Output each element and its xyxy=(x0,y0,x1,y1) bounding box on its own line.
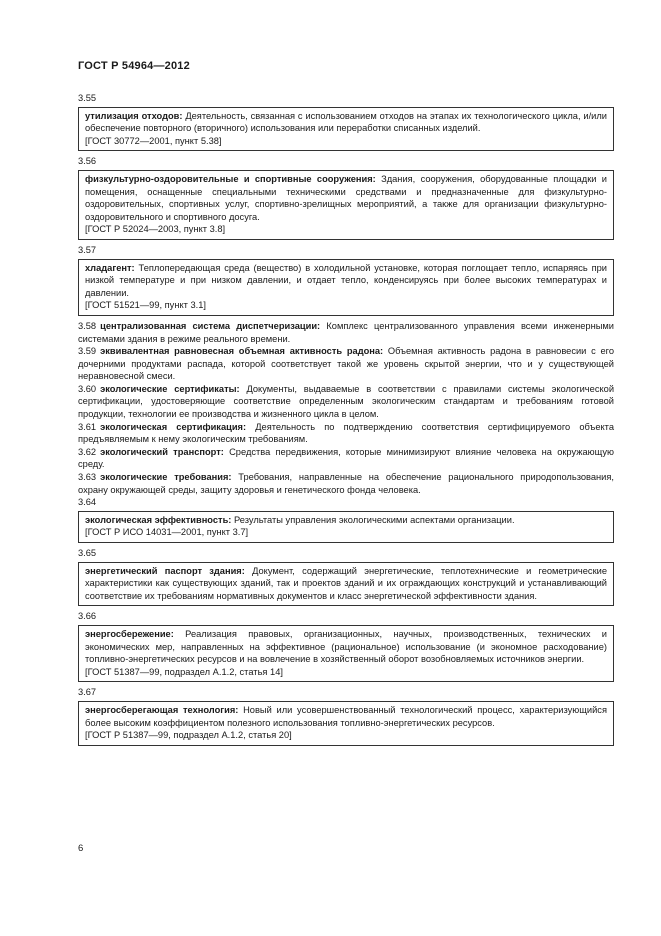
term-box-3-64 xyxy=(78,511,614,543)
term-definition: Деятельность по подтверждению соответствия сертифицируемого объекта предъявляемым к нему экологическим требованиям. xyxy=(78,421,614,445)
entry-number: 3.61 xyxy=(78,421,97,432)
entry-number: 3.59 xyxy=(78,346,97,357)
term-box-3-55 xyxy=(78,107,614,152)
term-name: энергосберегающая технология: xyxy=(85,704,239,715)
term-name: экологическая сертификация: xyxy=(100,421,247,432)
term-name: централизованная система диспетчеризации: xyxy=(100,320,321,331)
entry-number: 3.56 xyxy=(78,156,97,167)
term-reference: [ГОСТ Р 52024—2003, пункт 3.8] xyxy=(85,224,226,235)
term-definition: Реализация правовых, организационных, научных, производственных, технических и экономических мер, направленных на эффективное (рациональное) использование (и экономное расходование) топливно-энергетических ресурсов и на вовлечение в хозяйственный оборот возобновляемых источников энергии. xyxy=(85,628,608,665)
page-number: 6 xyxy=(78,843,84,854)
entry-number: 3.65 xyxy=(78,548,97,558)
entry-number: 3.62 xyxy=(78,446,97,457)
term-name: хладагент: xyxy=(85,262,135,273)
term-name: экологический транспорт: xyxy=(100,446,224,457)
entry-number: 3.66 xyxy=(78,611,97,622)
term-name: энергосбережение: xyxy=(85,628,174,639)
term-definition: Требования, направленные на обеспечение рационального природопользования, охрану окружающей среды, защиту здоровья и генетического фонда человека. xyxy=(78,472,614,495)
term-reference: [ГОСТ Р 51387—99, подраздел А.1.2, статья 20] xyxy=(85,730,292,741)
document-header: ГОСТ Р 54964—2012 xyxy=(78,60,190,72)
term-paragraph-3-59 xyxy=(78,345,614,383)
term-box-3-57 xyxy=(78,259,614,316)
term-name: утилизация отходов: xyxy=(85,110,183,121)
entry-number: 3.63 xyxy=(78,472,97,483)
term-definition: Результаты управления экологическими аспектами организации. xyxy=(234,514,515,525)
term-paragraph-3-61 xyxy=(78,421,614,446)
term-definition: Деятельность, связанная с использованием отходов на этапах их технологического цикла, и/или обеспечение повторного (вторичного) использования или переработки списанных изделий. xyxy=(85,110,607,134)
term-box-3-56 xyxy=(78,170,614,240)
term-paragraph-3-63 xyxy=(78,471,614,496)
term-definition: Теплопередающая среда (вещество) в холодильной установке, которая поглощает тепло, испаряясь при низкой температуре и при низком давлении, и отдает тепло, конденсируясь при более высоких температурах и давлении. xyxy=(85,262,607,298)
term-definition: Здания, сооружения, оборудованные площадки и помещения, оснащенные специальными техническими средствами и предназначенные для физкультурно-оздоровительных, спортивных услуг, спортивно-зрелищных мероприятий, а также для организации физкультурно-оздоровительного и спортивного досуга. xyxy=(85,173,607,222)
term-definition: Средства передвижения, которые минимизируют влияние человека на окружающую среду. xyxy=(78,446,614,470)
term-reference: [ГОСТ 51387—99, подраздел А.1.2, статья 14] xyxy=(85,666,283,677)
term-reference: [ГОСТ 30772—2001, пункт 5.38] xyxy=(85,135,222,146)
term-reference: [ГОСТ 51521—99, пункт 3.1] xyxy=(85,300,206,311)
entry-number: 3.64 xyxy=(78,497,97,508)
term-name: экологические требования: xyxy=(100,472,232,483)
entry-number: 3.55 xyxy=(78,93,97,103)
term-definition: Документ, содержащий энергетические, теплотехнические и геометрические характеристики как существующих зданий, так и проектов зданий и их ограждающих конструкций и устанавливающий соответствие их требованиям нормативных документов и класс энергетической эффективности здания. xyxy=(85,565,608,601)
term-name: физкультурно-оздоровительные и спортивные сооружения: xyxy=(85,173,376,184)
term-definition: Комплекс централизованного управления всеми инженерными системами здания в режиме реального времени. xyxy=(78,320,614,344)
term-box-3-65 xyxy=(78,562,614,607)
term-box-3-66 xyxy=(78,625,614,682)
entry-number: 3.57 xyxy=(78,244,97,255)
term-name: экологические сертификаты: xyxy=(100,383,240,394)
term-name: энергетический паспорт здания: xyxy=(85,565,245,576)
term-name: эквивалентная равновесная объемная активность радона: xyxy=(100,346,384,357)
term-paragraph-3-60 xyxy=(78,383,614,421)
term-reference: [ГОСТ Р ИСО 14031—2001, пункт 3.7] xyxy=(85,527,249,538)
term-definition: Объемная активность радона в равновесии с его дочерними продуктами распада, которой соответствует такой же уровень скрытой энергии, что и у существующей неравновесной смеси. xyxy=(78,346,614,382)
term-box-3-67 xyxy=(78,701,614,746)
term-paragraph-3-62 xyxy=(78,446,614,471)
term-definition: Документы, выдаваемые в соответствии с правилами системы экологической сертификации, удостоверяющие соответствие определенным экологическим стандартам и требованиям готовой продукции, технологии ее производства и жизненного цикла в целом. xyxy=(78,383,615,420)
term-definition: Новый или усовершенствованный технологический процесс, характеризующийся более высоким коэффициентом полезного использования топливно-энергетических ресурсов. xyxy=(85,704,607,728)
entry-number: 3.67 xyxy=(78,687,97,698)
term-name: экологическая эффективность: xyxy=(85,514,232,525)
entry-number: 3.58 xyxy=(78,320,97,331)
terms-list xyxy=(78,92,614,750)
entry-number: 3.60 xyxy=(78,383,97,394)
term-paragraph-3-58 xyxy=(78,320,614,345)
